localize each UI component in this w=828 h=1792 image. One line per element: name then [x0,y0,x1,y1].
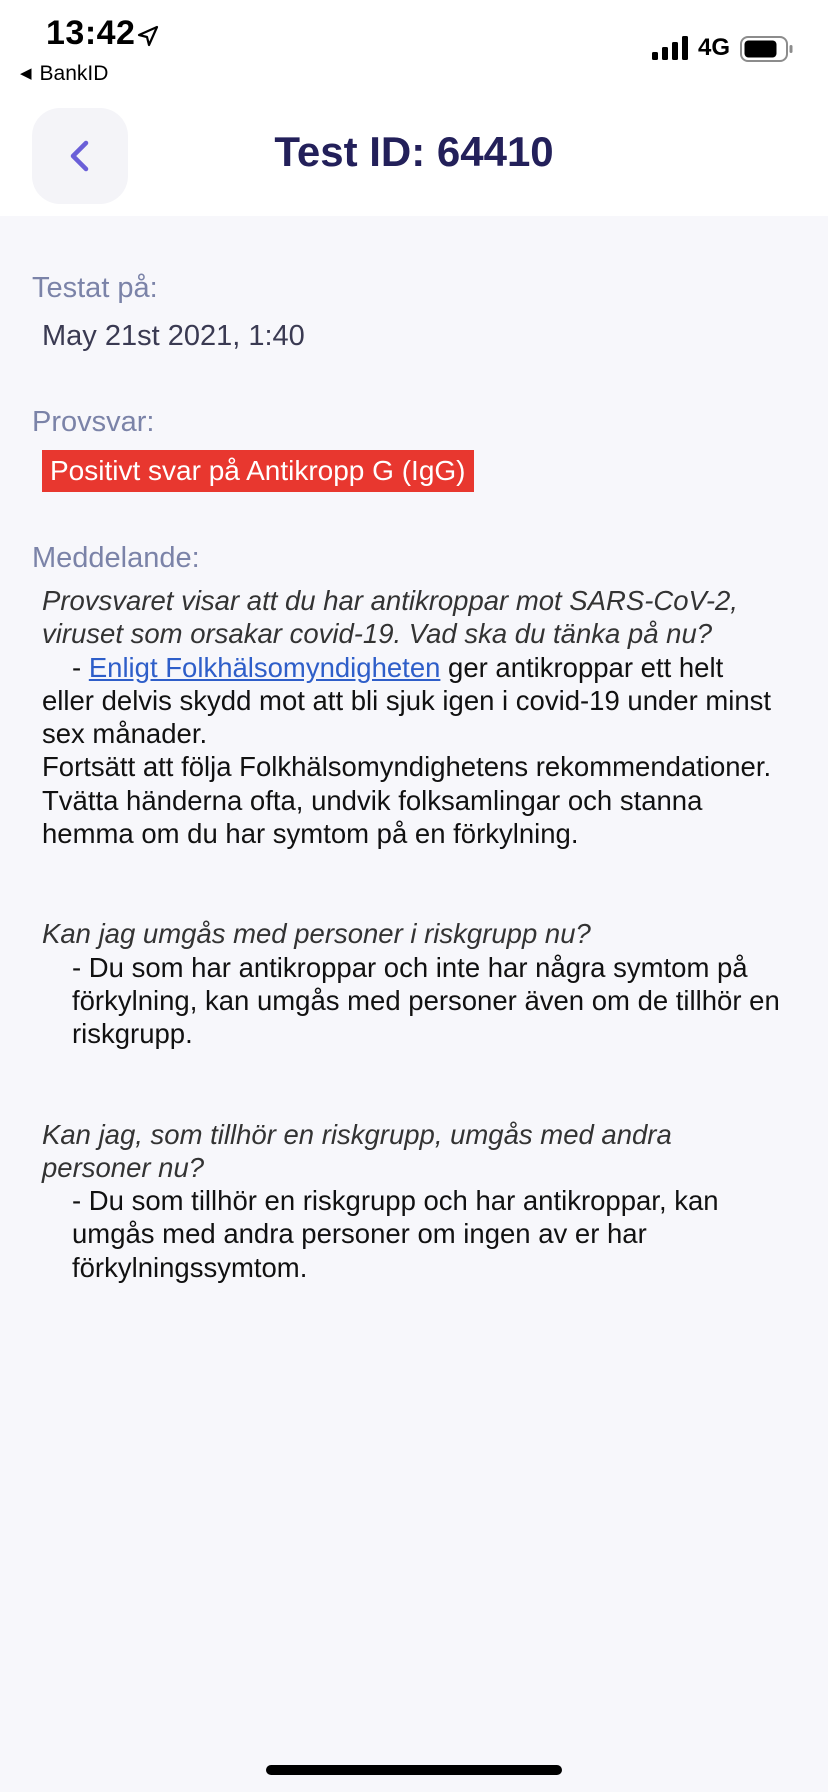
tested-at-label: Testat på: [32,272,158,304]
status-time: 13:42 [46,14,136,52]
answer-1: - Enligt Folkhälsomyndigheten ger antikroppar ett helt eller delvis skydd mot att bli sjuk igen i covid-19 under minst sex månader. [42,651,772,750]
back-button[interactable] [32,108,128,204]
signal-bars-icon [652,36,690,60]
location-arrow-icon [136,24,160,48]
home-indicator[interactable] [266,1765,562,1775]
message-label: Meddelande: [32,542,200,574]
answer-2: - Du som har antikroppar och inte har några symtom på förkylning, kan umgås med personer även om de tillhör en riskgrupp. [72,951,780,1050]
page-title: Test ID: 64410 [274,128,554,175]
network-type: 4G [698,34,731,61]
result-badge: Positivt svar på Antikropp G (IgG) [42,450,474,492]
battery-icon [740,36,794,62]
tested-at-value: May 21st 2021, 1:40 [42,320,305,352]
answer-1-followup: Fortsätt att följa Folkhälsomyndighetens rekommendationer. Tvätta händerna ofta, undvik folksamlingar och stanna hemma om du har symtom på en förkylning. [42,751,772,850]
question-3: Kan jag, som tillhör en riskgrupp, umgås med andra personer nu? [42,1118,672,1183]
folkhalsomyndigheten-link[interactable]: Enligt Folkhälsomyndigheten [88,651,441,683]
top-bar [0,0,828,216]
question-2: Kan jag umgås med personer i riskgrupp nu? [42,918,591,950]
chevron-left-icon [66,140,94,172]
answer-3: - Du som tillhör en riskgrupp och har antikroppar, kan umgås med andra personer om ingen av er har förkylningssymtom. [72,1185,719,1283]
back-triangle-icon: ◀ [20,65,32,82]
back-to-app-link[interactable] [20,62,108,86]
result-label: Provsvar: [32,406,155,438]
intro-question: Provsvaret visar att du har antikroppar mot SARS-CoV-2, viruset som orsakar covid-19. Vad ska du tänka på nu? [42,585,738,650]
message-body [42,584,782,1284]
back-app-label: BankID [39,62,109,85]
